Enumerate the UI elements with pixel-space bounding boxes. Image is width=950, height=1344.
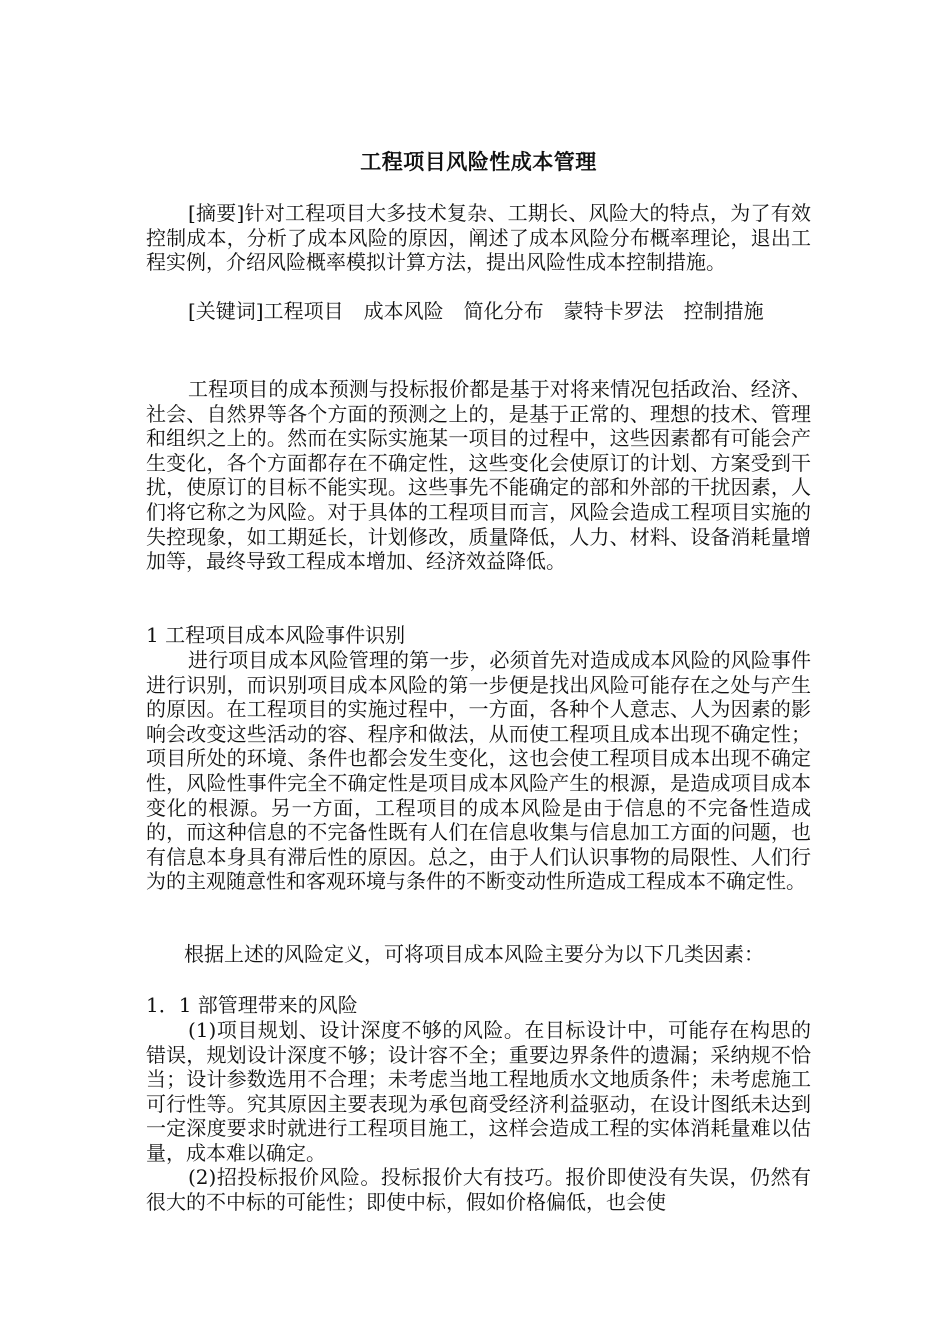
intro-paragraph: 工程项目的成本预测与投标报价都是基于对将来情况包括政治、经济、社会、自然界等各个方面的预测之上的，是基于正常的、理想的技术、管理和组织之上的。然而在实际实施某一项目的过程中，这些因素都有可能会产生变化，各个方面都存在不确定性，这些变化会使原订的计划、方案受到干扰，使原订的目标不能实现。这些事先不能确定的部和外部的干扰因素，人们将它称之为风险。对于具体的工程项目而言，风险会造成工程项目实施的失控现象，如工期延长，计划修改，质量降低，人力、材料、设备消耗量增加等，最终导致工程成本增加、经济效益降低。 (146, 377, 811, 574)
section-1-paragraph-2: 根据上述的风险定义，可将项目成本风险主要分为以下几类因素： (184, 942, 764, 966)
section-1-paragraph-1: 进行项目成本风险管理的第一步，必须首先对造成成本风险的风险事件进行识别，而识别项目成本风险的第一步便是找出风险可能存在之处与产生的原因。在工程项目的实施过程中，一方面，各种个人意志、人为因素的影响会改变这些活动的容、程序和做法，从而使工程项且成本出现不确定性；项目所处的环境、条件也都会发生变化，这也会使工程项目成本出现不确定性，风险性事件完全不确定性是项目成本风险产生的根源，是造成项目成本变化的根源。另一方面，工程项目的成本风险是由于信息的不完备性造成的，而这种信息的不完备性既有人们在信息收集与信息加工方面的问题，也有信息本身具有滞后性的原因。总之，由于人们认识事物的局限性、人们行为的主观随意性和客观环境与条件的不断变动性所造成工程成本不确定性。 (146, 648, 811, 894)
keywords-paragraph: [关键词]工程项目 成本风险 简化分布 蒙特卡罗法 控制措施 (188, 299, 764, 323)
document-title: 工程项目风险性成本管理 (360, 149, 597, 174)
abstract-paragraph: [摘要]针对工程项目大多技术复杂、工期长、风险大的特点，为了有效控制成本，分析了成本风险的原因，阐述了成本风险分布概率理论，退出工程实例，介绍风险概率模拟计算方法，提出风险性成本控制措施。 (146, 201, 811, 275)
section-1-1-item-1: (1)项目规划、设计深度不够的风险。在目标设计中，可能存在构思的错误，规划设计深度不够；设计容不全；重要边界条件的遗漏；采纳规不恰当；设计参数选用不合理；未考虑当地工程地质水文地质条件；未考虑施工可行性等。究其原因主要表现为承包商受经济利益驱动，在设计图纸未达到一定深度要求时就进行工程项目施工，这样会造成工程的实体消耗量难以估量，成本难以确定。 (146, 1018, 811, 1165)
section-1-1-item-2: (2)招投标报价风险。投标报价大有技巧。报价即使没有失误，仍然有很大的不中标的可能性；即使中标，假如价格偏低，也会使 (146, 1165, 811, 1214)
section-1-1-heading: 1．1 部管理带来的风险 (146, 993, 358, 1017)
section-1-heading: 1 工程项目成本风险事件识别 (146, 623, 406, 647)
